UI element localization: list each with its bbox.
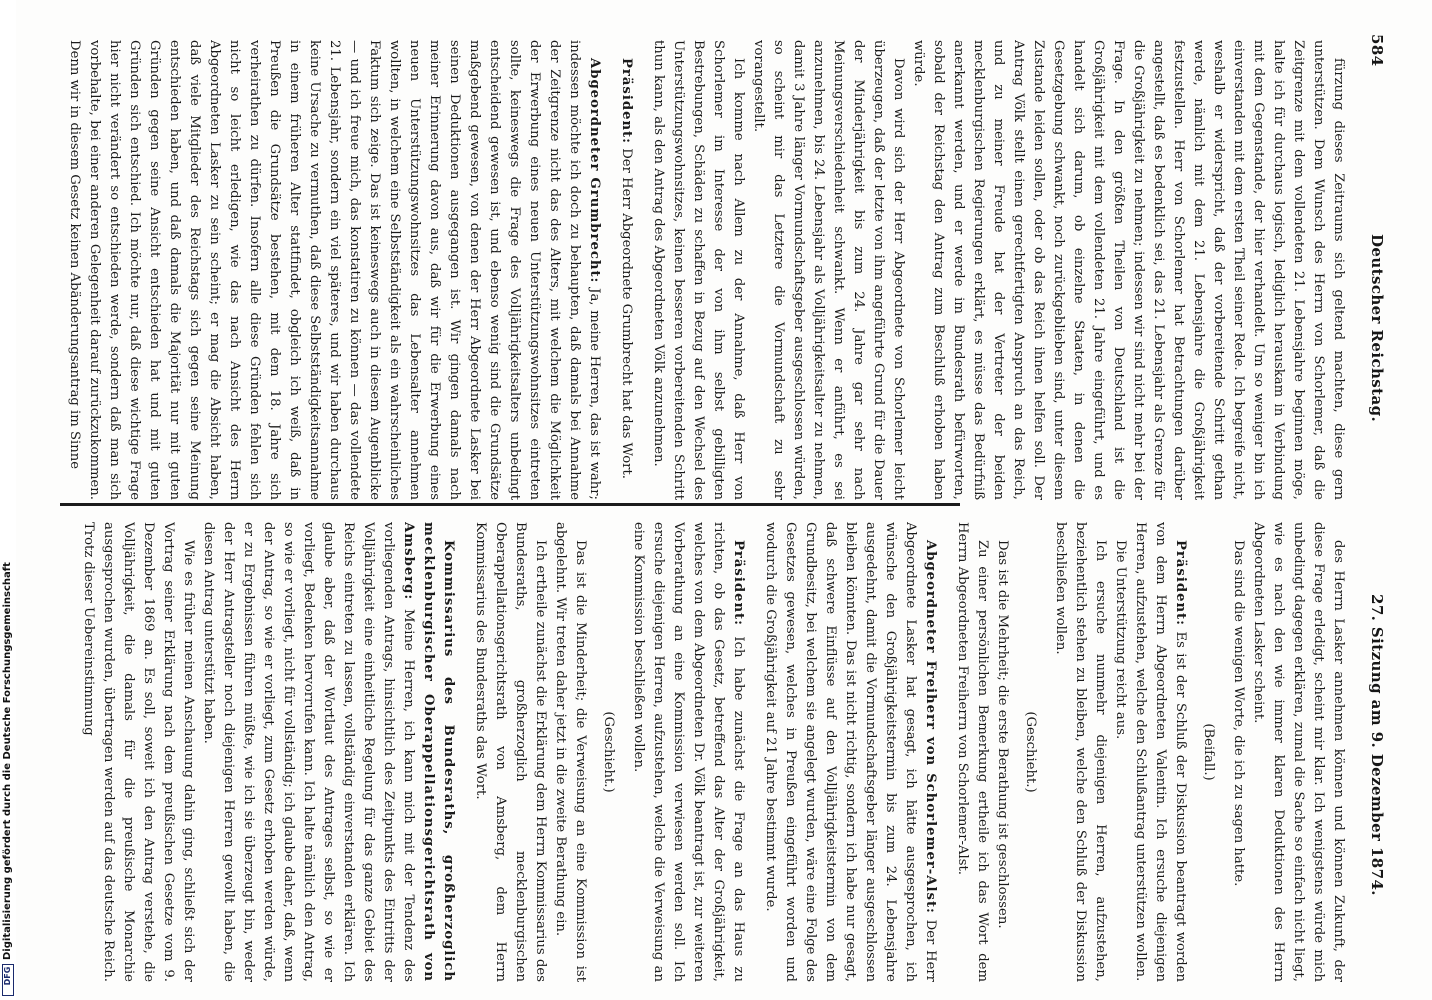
speech-text: Der Herr Abgeordnete Grumbrecht hat das Wort. [619,148,634,479]
speech-text: Ich habe zunächst die Frage an das Haus zu richten, ob das Gesetz, betreffend das Alter der Großjährigkeit, welches von dem Abgeordneten Dr. Völk beantragt ist, zur weiteren Vorberathung an eine Kommission verwiesen werden soll. Ich ersuche diejenigen Herren, aufzustehen, welche die Verweisung an eine Kommission beschließen wollen. [631,522,746,982]
speaker-name: Kommissarius des Bundesraths, großherzoglich mecklenburgischer Oberappellationsgerichtsrath von Amsberg: [401,522,456,982]
paragraph: Ich ersuche nunmehr diejenigen Herren, aufzustehen, beziehentlich stehen zu bleiben, welche den Schluß der Diskussion beschließen wollen. [1053,522,1108,982]
text-column-left [38,40,1348,500]
running-title [1368,234,1386,978]
speaker-name: Präsident: [731,540,746,627]
running-title-right: 27. Sitzung am 9. Dezember 1874. [1368,594,1386,896]
paragraph: Das ist die Mehrheit; die erste Berathung ist geschlossen. [995,540,1010,929]
speech-president [616,40,636,500]
speaker-name: Präsident: [1173,540,1188,627]
paragraph: Zu einer persönlichen Bemerkung ertheile ich das Wort dem Herrn Abgeordneten Freiherrn von Schorlemer-Alst. [955,522,990,982]
speech-text: Der Herr Abgeordnete Lasker hat gesagt, ich hätte ausgesprochen, ich wünsche den Großjährigkeitstermin bis zum 24. Lebensjahre ausgedehnt, damit die Vormundschaftsgeber länger ausgeschlossen bleiben könnten. Das ist nicht richtig, sondern ich habe nur gesagt, daß schwere Einflüsse auf den Volljährigkeitstermin von dem Grundbesitz, bei welchem sie angelegt wurden, wäre eine Folge des Gesetzes gewesen, welches in Preußen eingeführt worden und wodurch die Großjährigkeit auf 21 Jahre bestimmt wurde. [763,522,938,982]
scanned-page [16,0,1432,1000]
paragraph: Wie es früher meinen Anschauung dahin ging, schließt sich der Vortrag seiner Erklärung nach dem preußischen Gesetze vom 9. Dezember 1869 an. Es soll, soweit ich den Antrag verstehe, die Volljährigkeit, die damals für die preußische Monarchie ausgesprochen wurden, übertragen werden auf das deutsche Reich. Trotz dieser Uebereinstimmung [81,522,196,982]
paragraph: Ich komme nach Allem zu der Annahme, daß Herr von Schorlemer im Interesse der von ihm selbst gebilligten Bestrebungen, Schäden zu schaffen in Bezug auf den Wechsel des Unterstützungswohnsitzes, keinen besseren vorbereitenden Schritt thun kann, als den Antrag des Abgeordneten Völk anzunehmen. [651,40,746,500]
speech-president [1130,522,1190,982]
speech-text: Es ist der Schluß der Diskussion beantragt worden von dem Herrn Abgeordneten Valentin. Ich ersuche diejenigen Herren, aufzustehen, welche den Schlußantrag unterstützen wollen. [1133,522,1188,982]
speaker-name: Abgeordneter Grumbrecht: [587,58,602,284]
paragraph: Das ist die Minderheit; die Verweisung an eine Kommission ist abgelehnt. Wir treten daher jetzt in die zweite Berathung ein. [553,522,588,982]
speech-text: Meine Herren, ich kann mich mit der Tendenz des vorliegenden Antrags, hinsichtlich des Zeitpunkts des Eintritts der Volljährigkeit eine einheitliche Regelung für das ganze Gebiet des Reichs eintreten zu lassen, vollständig einverstanden erklären. Ich glaube aber, daß der Wortlaut des Antrages selbst, so wie er vorliegt, Bedenken hervorrufen kann. Ich halte nämlich den Antrag, so wie er vorliegt, nicht für vollständig; ich glaube daher, daß, wenn der Antrag, so wie er vorliegt, zum Gesetz erhoben werden würde, er zu Ergebnissen führen müßte, wie ich sie überzeugt bin, weder der Herr Antragsteller noch diejenigen Herren gewollt haben, die diesen Antrag unterstützt haben. [201,522,416,982]
speech-grumbrecht [64,40,604,500]
paragraph: Davon wird sich der Herr Abgeordnete von Schorlemer leicht überzeugen, daß der letzte von ihm angeführte Grund für die Dauer der Minderjährigkeit bis zum 24. Jahre gar sehr nach Meinungsverschiedenheit schwankt. Wenn er anführt, es sei anzunehmen, bis 24. Lebensjahr als Volljährigkeitsalter zu nehmen, damit 3 Jahre länger Vormundschaftsgeber ausgeschlossen würden, so scheint mir das Letztere die Vormundschaft zu sehr vorangestellt. [751,40,906,500]
paragraph: Ich ertheile zunächst die Erklärung dem Herrn Kommissarius des Bundesraths, großherzoglich mecklenburgischen Oberappellationsgerichtsrath von Amsberg, dem Herrn Kommissarius des Bundesraths das Wort. [473,522,548,982]
dfg-logo-text: DFG [3,966,12,986]
digitization-sidebar [0,0,16,1000]
paragraph: fürzung dieses Zeitraums sich geltend machten, diese gern unterstützen. Dem Wunsch des Herrn von Schorlemer, daß die Zeitgrenze mit dem vollendeten 21. Lebensjahre beginnen möge, halte ich für durchaus logisch, lediglich herauskam in Verbindung mit dem Gegenstande, der hier verhandelt. Um so weniger bin ich einverstanden mit dem ersten Theil seiner Rede. Ich begreife nicht, weshalb er widerspricht, daß der vorbereitende Schritt gethan werde, nämlich mit dem 21. Lebensjahre die Großjährigkeit festzustellen. Herr von Schorlemer hat Betrachtungen darüber angestellt, daß es bedenklich sei, das 21. Lebensjahr als Grenze für die Großjährigkeit zu nehmen; indessen wir sind nicht mehr bei der Frage. In den größten Theilen von Deutschland ist die Großjährigkeit mit dem vollendeten 21. Jahre eingeführt, und es handelt sich darum, ob einzelne Staaten, in denen die Gesetzgebung schwankt, noch zurückgeblieben sind, unter diesem Zustande leiden sollen, oder ob das Reich ihnen helfen soll. Der Antrag Völk stellt einen gerechtfertigten Anspruch an das Reich, und zu meiner Freude hat der Vertreter der beiden mecklenburgischen Regierungen erklärt, es müsse das Bedürfniß anerkannt werden, und er werde im Bundesrath befürworten, sobald der Reichstag den Antrag zum Beschluß erhoben haben würde. [911,40,1346,500]
interjection: (Geschieht.) [601,711,616,793]
column-divider [60,503,960,506]
speaker-name: Präsident: [619,58,634,145]
interjection: (Beifall.) [1201,723,1216,781]
running-title-left: Deutscher Reichstag. [1368,234,1386,423]
digitization-credit: Digitalisierung gefördert durch die Deutsche Forschungsgemeinschaft [2,562,13,960]
document-page [16,0,1432,1000]
speaker-name: Abgeordneter Freiherr von Schorlemer-Alst: [923,540,938,914]
page-header [1362,34,1386,978]
interjection: (Geschieht.) [1023,711,1038,793]
paragraph: Die Unterstützung reicht aus. [1113,540,1128,740]
speech-amsberg [198,522,458,982]
page-number: 584 [1368,34,1386,67]
paragraph: Das sind die wenigen Worte, die ich zu sagen hatte. [1231,540,1246,887]
speech-text: Ja, meine Herren, das ist wahr; indessen möchte ich doch zu behaupten, daß damals bei Annahme der Zeitgrenze nicht das des Alters, mit welchem die Möglichkeit der Erwerbung eines neuen Unterstützungswohnsitzes eintreten sollte, keineswegs die Frage des Volljährigkeitsalters unbedingt entscheidend gewesen ist, und ebenso wenig sind die Grundsätze maßgebend gewesen, von denen der Herr Abgeordnete Lasker bei seinen Deduktionen ausgegangen ist. Wir gingen damals nach meiner Erinnerung davon aus, daß wir für die Erwerbung eines neuen Unterstützungswohnsitzes das Lebensalter annehmen wollten, in welchem eine Selbstständigkeit als ein wahrscheinliches Faktum sich zeige. Das ist keineswegs auch in diesem Augenblicke — und ich freue mich, das konstatiren zu können — das vollendete 21. Lebensjahr, sondern ein viel späteres, und wir haben durchaus keine Ursache zu vermuthen, daß diese Selbstständigkeitsannahme in einem früheren Alter stattfindet, obgleich ich weiß, daß in Preußen die Grundsätze bestehen, mit dem 18. Jahre sich verheirathen zu dürfen. Insofern alle diese Gründen fehlen sich nicht so leicht erledigen, wie das nach Ansicht des Herrn Abgeordneten Lasker zu sein scheint; er mag die Absicht haben, daß viele Mitglieder des Reichstags sich gegen seine Meinung entschieden haben, und daß damals die Majorität nur mit guten Gründen gegen seine Ansicht entschieden hat und mit guten Gründen sich entschied. Ich möchte nur, daß diese wichtige Frage hier nicht verändert so entschieden werde, sondern daß man sich vorbehalte, bei einer anderen Gelegenheit darauf zurückzukommen. Denn wir in diesem Gesetz keinen Abänderungsantrag im Sinne [67,40,602,500]
speech-schorlemer [760,522,940,982]
text-column-right [38,522,1348,982]
dfg-logo [2,964,14,996]
paragraph: des Herrn Lasker annehmen können und können Zukunft, der diese Frage erledigt, scheint mir klar. Ich wenigstens würde mich unbedingt dagegen erklären, zumal die Sache so einfach nicht liegt, wie es nach den wie immer klaren Deduktionen des Herrn Abgeordneten Lasker scheint. [1251,522,1346,982]
speech-president [628,522,748,982]
